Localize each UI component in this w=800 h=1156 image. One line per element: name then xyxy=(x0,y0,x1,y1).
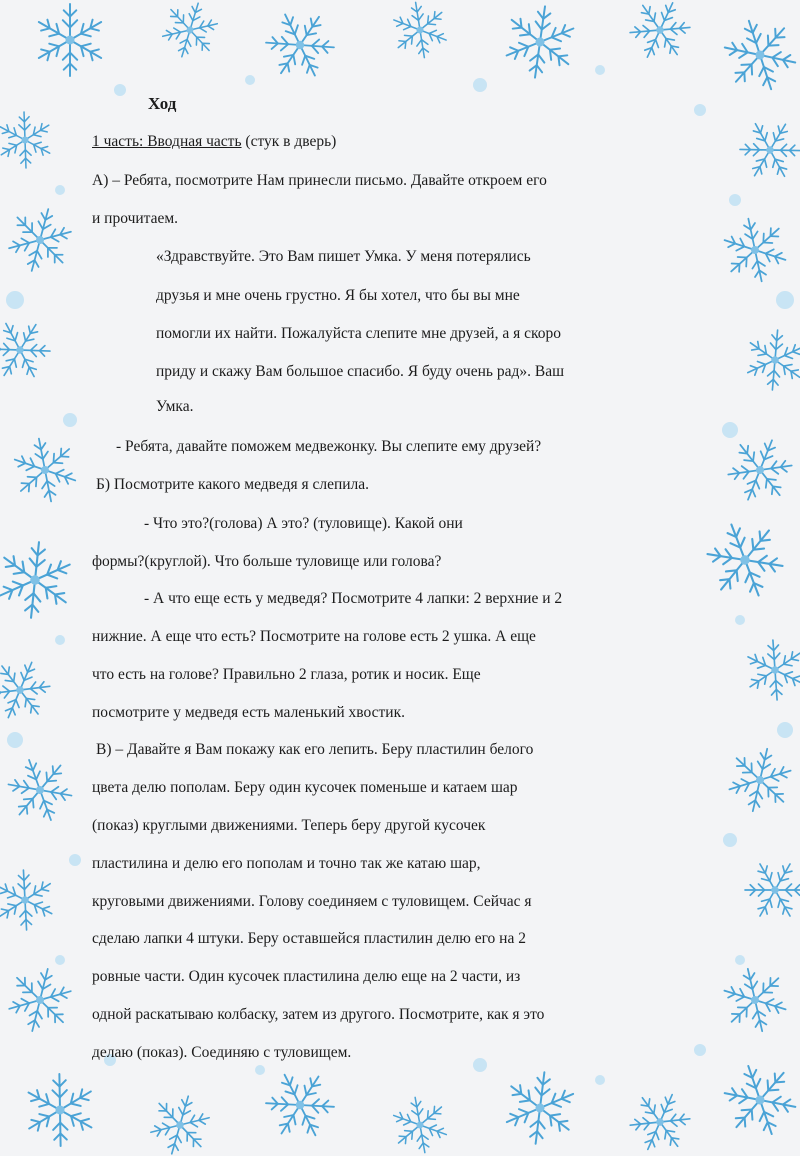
snowflake-icon xyxy=(710,1050,800,1150)
snowflake-icon xyxy=(144,1088,216,1156)
snow-bubble xyxy=(114,84,126,96)
snow-bubble xyxy=(729,194,741,206)
snowflake-icon xyxy=(730,109,800,190)
text-line: что есть на голове? Правильно 2 глаза, ротик и носик. Еще xyxy=(92,666,481,683)
snow-bubble xyxy=(694,1044,706,1056)
snowflake-icon xyxy=(621,1083,698,1156)
snowflake-icon xyxy=(501,1068,579,1148)
snow-bubble xyxy=(245,75,255,85)
snow-bubble xyxy=(777,722,793,738)
snowflake-icon xyxy=(693,507,798,612)
snow-bubble xyxy=(55,635,65,645)
snowflake-icon xyxy=(711,956,800,1045)
snowflake-icon xyxy=(0,309,60,391)
snowflake-icon xyxy=(11,1062,109,1156)
snowflake-icon xyxy=(381,0,459,69)
snowflake-icon xyxy=(35,4,105,76)
text-line: сделаю лапки 4 штуки. Беру оставшейся пластилин делю его на 2 xyxy=(92,930,526,947)
snowflake-icon xyxy=(0,746,84,835)
letter-line: приду и скажу Вам большое спасибо. Я буду очень рад». Ваш xyxy=(156,363,565,380)
snowflake-icon xyxy=(735,850,800,931)
text-line: - Ребята, давайте поможем медвежонку. Вы слепите ему друзей? xyxy=(116,438,542,455)
snowflake-icon xyxy=(0,102,63,178)
text-line: В) – Давайте я Вам покажу как его лепить. Беру пластилин белого xyxy=(96,741,534,758)
snowflake-icon xyxy=(711,206,800,295)
snowflake-icon xyxy=(254,1059,346,1152)
snowflake-icon xyxy=(0,859,66,940)
text-line: делаю (показ). Соединяю с туловищем. xyxy=(92,1044,352,1061)
snow-bubble xyxy=(55,955,65,965)
text-line: нижние. А еще что есть? Посмотрите на голове есть 2 ушка. А еще xyxy=(92,628,536,645)
snow-bubble xyxy=(6,291,24,309)
snow-bubble xyxy=(473,78,487,92)
snowflake-icon xyxy=(744,328,800,393)
text-line: ровные части. Один кусочек пластилина делю еще на 2 части, из xyxy=(92,968,521,985)
text-line: - А что еще есть у медведя? Посмотрите 4 лапки: 2 верхние и 2 xyxy=(144,590,563,607)
snowflake-icon xyxy=(2,201,78,279)
letter-line: помогли их найти. Пожалуйста слепите мне друзей, а я скоро xyxy=(156,325,561,342)
snow-bubble xyxy=(595,1075,605,1085)
text-line: - Что это?(голова) А это? (туловище). Какой они xyxy=(144,515,463,532)
snowflake-icon xyxy=(719,429,800,512)
snow-bubble xyxy=(776,291,794,309)
snow-bubble xyxy=(735,615,745,625)
text-line: (показ) круглыми движениями. Теперь беру другой кусочек xyxy=(92,817,486,834)
snowflake-icon xyxy=(156,0,224,65)
snow-bubble xyxy=(255,1065,265,1075)
snowflake-icon xyxy=(0,538,75,621)
part-note: (стук в дверь) xyxy=(241,133,337,150)
snow-bubble xyxy=(595,65,605,75)
text-line: одной раскатываю колбаску, затем из другого. Посмотрите, как я это xyxy=(92,1006,545,1023)
snowflake-icon xyxy=(0,651,58,729)
snow-bubble xyxy=(63,413,77,427)
snow-bubble xyxy=(694,104,706,116)
snowflake-icon xyxy=(621,0,699,69)
snowflake-icon xyxy=(254,0,346,92)
part-heading: 1 часть: Вводная часть xyxy=(92,133,242,150)
document-title: Ход xyxy=(148,94,177,113)
letter-line: друзья и мне очень грустно. Я бы хотел, что бы вы мне xyxy=(156,287,520,304)
text-line: круговыми движениями. Голову соединяем с туловищем. Сейчас я xyxy=(92,893,532,910)
snow-bubble xyxy=(735,955,745,965)
snowflake-icon xyxy=(734,629,800,711)
text-line: цвета делю пополам. Беру один кусочек поменьше и катаем шар xyxy=(92,779,518,796)
snow-bubble xyxy=(473,1058,487,1072)
part-heading-line xyxy=(92,133,336,151)
snowflake-icon xyxy=(2,961,77,1038)
snow-bubble xyxy=(7,732,23,748)
text-line: Б) Посмотрите какого медведя я слепила. xyxy=(96,476,370,493)
snow-bubble xyxy=(722,422,738,438)
text-line: А) – Ребята, посмотрите Нам принесли письмо. Давайте откроем его xyxy=(92,172,547,189)
snowflake-icon xyxy=(723,742,798,818)
snowflake-icon xyxy=(381,1086,459,1156)
text-line: формы?(круглой). Что больше туловище или голова? xyxy=(92,553,442,570)
snowflake-icon xyxy=(501,2,580,83)
text-line: и прочитаем. xyxy=(92,210,179,227)
text-line: пластилина и делю его пополам и точно так же катаю шар, xyxy=(92,855,481,872)
letter-line: «Здравствуйте. Это Вам пишет Умка. У меня потерялись xyxy=(156,248,531,265)
snow-bubble xyxy=(69,854,81,866)
letter-line: Умка. xyxy=(156,398,194,415)
snowflake-icon xyxy=(710,5,800,105)
text-line: посмотрите у медведя есть маленький хвостик. xyxy=(92,704,405,721)
snow-bubble xyxy=(55,185,65,195)
snow-bubble xyxy=(723,833,737,847)
snowflake-icon xyxy=(1,426,90,515)
